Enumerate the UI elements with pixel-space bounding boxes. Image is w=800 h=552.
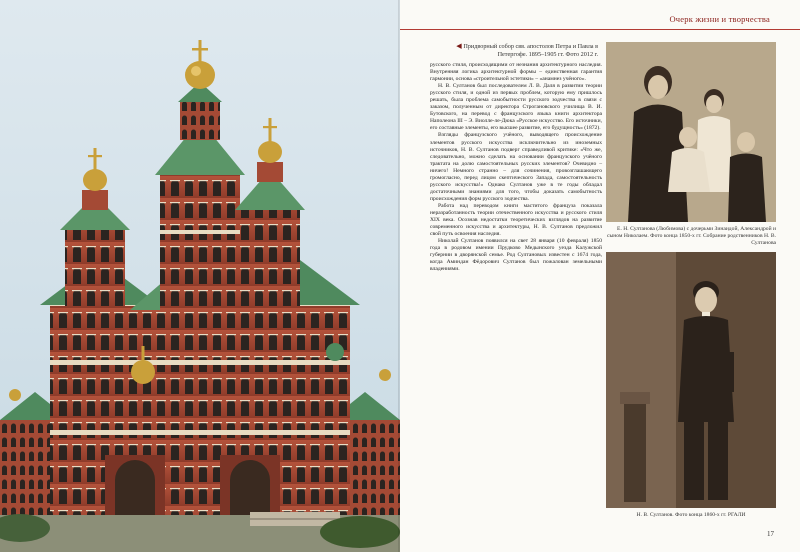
paragraph: Взгляды французского учёного, выводящего происхождение элементов русского искусства исключительно из иноземных источников, Н. В. Султанов подверг справедливой критике: «Что же, следовательно, можно сделать на основании французского учёного трактата на долю самостоятельных русских элементов? Очевидно – ничего! Немного странно – для сочинения, провозглашающего громогласно, перед лицом скептического Запада, самостоятельность русского искусства!» Однако Султанов уже в те годы обладал достаточными знаниями для того, чтобы доказать самобытность происхождения форм русского зодчества.: [430, 132, 602, 202]
page-number: 17: [767, 530, 774, 538]
text-page: [400, 0, 800, 552]
body-text-column: [430, 62, 602, 273]
portrait-photo-illustration: [606, 252, 776, 508]
cathedral-caption: [426, 43, 598, 58]
running-head: [400, 14, 800, 28]
family-photo-caption: [606, 226, 776, 247]
running-head-text: Очерк жизни и творчества: [663, 14, 770, 24]
cathedral-caption-text: Придворный собор свв. апостолов Петра и Павла в Петергофе. 1895–1905 гг. Фото 2012 г.: [463, 43, 598, 58]
running-head-rule: [400, 29, 800, 30]
paragraph: Работа над переводом книги маститого француза показала неразработанность теории отечественного искусства и русского стиля XIX века. Осознав недостатки теоретических взглядов на развитие современного искусства и архитектуры, Н. В. Султанов предложил свой путь освоения наследия.: [430, 202, 602, 238]
paragraph: русского стиля, происходящими от незнания архитектурного наследия. Внутренняя логика архитектурной формы – единственная гарантия гармонии, основа «строительной эстетики» – «анамнез учёного».: [430, 62, 602, 83]
portrait-photo-caption: [606, 512, 776, 519]
paragraph: Н. В. Султанов был последователем Л. В. Даля в развитии теории русского стиля, и одной из первых проблем, которую ему пришлось решать, была проблема самобытности русского зодчества в связи с заказом, полученным от директора Строгановского училища В. И. Бутовского, на перевод с французского языка книги архитектора Наполеона III – Э. Виолле-ле-Дюка «Русское искусство. Его источники, его составные элементы, его высшее развитие, его будущность» (1872).: [430, 83, 602, 132]
family-photo-caption-text: Е. Н. Султанова (Любимова) с дочерьми Зинаидой, Александрой и сыном Николаем. Фото конца 1850-х гг. Собрание родственников Н. В. Султанова: [607, 226, 776, 246]
caption-arrow-icon: ◀: [456, 42, 464, 50]
portrait-photo-caption-text: Н. В. Султанов. Фото конца 1860-х гг. РГАЛИ: [636, 512, 746, 518]
family-photo-illustration: [606, 42, 776, 222]
family-photo: [606, 42, 776, 222]
paragraph: Николай Султанов появился на свет 28 января (10 февраля) 1850 года в родовом имении Прудково Медынского уезда Калужской губернии в дворянской семье. Род Султановых известен с 1674 года, когда Аминдан Фёдорович Султанов был пожалован земельными владениями.: [430, 238, 602, 273]
portrait-photo: [606, 252, 776, 508]
